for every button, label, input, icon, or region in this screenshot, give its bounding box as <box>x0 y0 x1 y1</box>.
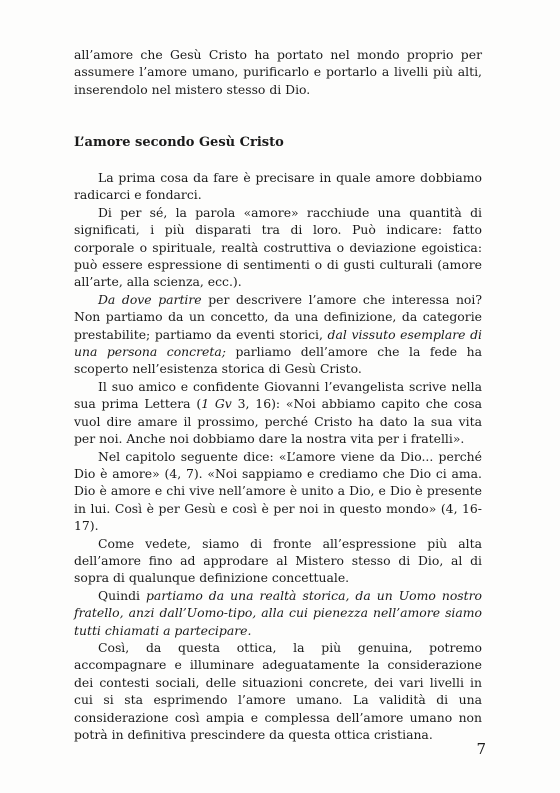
text-run: Di per sé, la parola «amore» racchiude una quantità di significati, i più disparati tra di loro. Può indicare: fatto corporale o spirituale, realtà costruttiva o deviazione egoistica: può essere espressione di sentimenti o di gusti culturali (amore all’arte, alla scienza, ecc.). <box>74 204 482 290</box>
body-paragraph-p6 <box>74 535 482 587</box>
body-paragraph-p5 <box>74 448 482 535</box>
text-run: Così, da questa ottica, la più genuina, potremo accompagnare e illuminare adeguatamente la considerazione dei contesti sociali, delle situazioni concrete, dei vari livelli in cui si sta esprimendo l’amore umano. La validità di una considerazione così ampia e complessa dell’amore umano non potrà in definitiva prescindere da questa ottica cristiana. <box>74 639 482 742</box>
body-text <box>74 169 482 743</box>
intro-paragraph: all’amore che Gesù Cristo ha portato nel mondo proprio per assumere l’amore umano, purificarlo e portarlo a livelli più alti, inserendolo nel mistero stesso di Dio. <box>74 47 482 97</box>
text-run: Nel capitolo seguente dice: «L’amore viene da Dio... perché Dio è amore» (4, 7). «Noi sappiamo e crediamo che Dio ci ama. Dio è amore e chi vive nell’amore è unito a Dio, e Dio è presente in lui. Così è per Gesù e così è per noi in questo mondo» (4, 16-17). <box>74 448 482 534</box>
text-run: La prima cosa da fare è precisare in quale amore dobbiamo radicarci e fondarci. <box>74 170 482 203</box>
body-paragraph-p3 <box>74 291 482 378</box>
body-paragraph-p1 <box>74 169 482 204</box>
italic-text-run: dal vissuto esemplare di una persona concreta; <box>74 326 483 360</box>
body-paragraph-p2 <box>74 204 482 291</box>
text-run: Come vedete, siamo di fronte all’espressione più alta dell’amore fino ad approdare al Mistero stesso di Dio, al di sopra di qualunque definizione concettuale. <box>74 535 482 586</box>
text-run: 3, 16): «Noi abbiamo capito che cosa vuol dire amare il prossimo, perché Cristo ha dato la sua vita per noi. Anche noi dobbiamo dare la nostra vita per i fratelli». <box>74 396 482 447</box>
text-run: Il suo amico e confidente Giovanni l’evangelista scrive nella sua prima Lettera ( <box>74 378 482 412</box>
body-paragraph-p8 <box>74 639 482 743</box>
page-number: 7 <box>476 740 486 758</box>
intro-paragraph-block <box>74 46 482 98</box>
section-heading: L’amore secondo Gesù Cristo <box>74 135 284 150</box>
body-paragraph-p7 <box>74 587 482 639</box>
italic-text-run: partiamo da una realtà storica, da un Uomo nostro fratello, anzi dall’Uomo-tipo, alla cui pienezza nell’amore siamo tutti chiamati a partecipare. <box>74 587 482 638</box>
text-run: per descrivere l’amore che interessa noi? Non partiamo da un concetto, da una definizione, da categorie prestabilite; partiamo da eventi storici, <box>74 291 482 342</box>
text-run: parliamo dell’amore che la fede ha scoperto nell’esistenza storica di Gesù Cristo. <box>74 344 482 377</box>
body-paragraph-p4 <box>74 378 482 448</box>
italic-text-run: 1 Gv <box>201 396 232 412</box>
text-run: Quindi <box>98 587 146 603</box>
italic-text-run: Da dove partire <box>98 291 202 307</box>
